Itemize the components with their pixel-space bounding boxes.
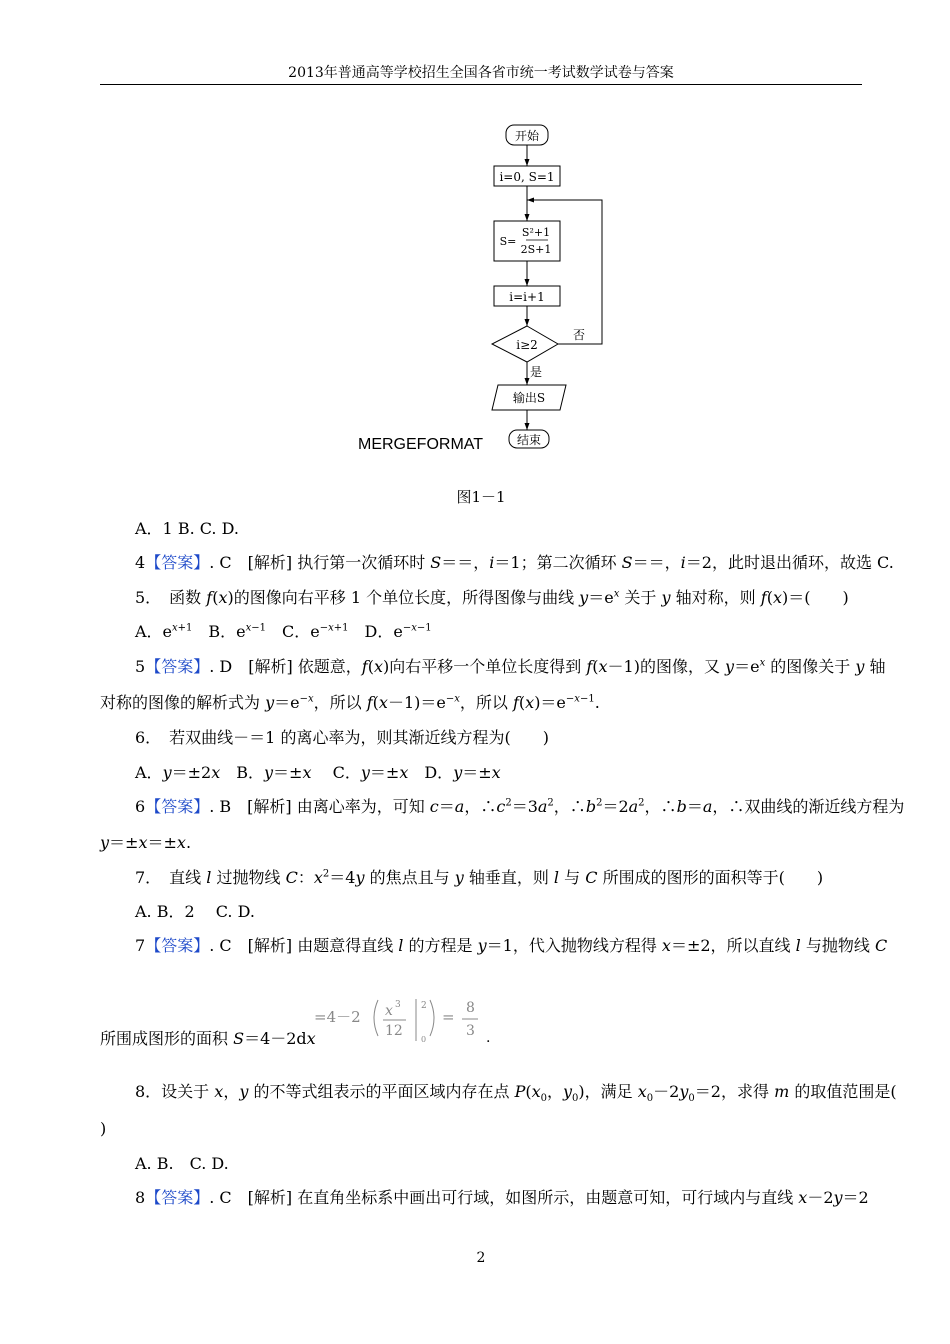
flow-end-label: 结束 [516,433,542,447]
flow-assign-left: S= [499,235,517,248]
svg-text:8: 8 [466,1000,475,1016]
page-number: 2 [476,1250,486,1266]
q3-options: A．1 B. C. D. [135,519,239,538]
q8-question-line1: 8．设关于 x，y 的不等式组表示的平面区域内存在点 $P(x_0$，$y_0$)，满足 $x_0-2y_0=2$，求得 m 的取值范围是( [135,1082,897,1105]
flow-no-label: 否 [572,328,586,342]
q5-answer-line2: 对称的图像的解析式为 $y=e^{-x}$，所以 $f(x-1)=e^{-x}$，所以 $f(x)=e^{-x-1}$. [100,693,600,712]
flow-assign-num: S²+1 [521,226,551,239]
q7-answer-line1: 7【答案】. C [解析] 由题意得直线 l 的方程是 y＝1，代入抛物线方程得 x＝±2，所以直线 l 与抛物线 C [135,936,888,955]
q7-options: A. B．2 C. D. [135,902,255,921]
flow-output-label: 输出S [512,391,546,405]
q6-answer-line1: 6【答案】. B [解析] 由离心率为，可知 c＝a，$\therefore c^2=3a^2$，$\therefore b^2=2a^2$，∴b＝a，∴双曲线的渐近线方程为 [135,797,905,816]
flow-cond-label: i≥2 [516,338,538,352]
svg-text:.: . [486,1030,491,1046]
q6-options: A．y＝±2x B．y＝±x C．y＝±x D．y＝±x [135,763,501,782]
q8-answer: 8【答案】. C [解析] 在直角坐标系中画出可行域，如图所示，由题意可知，可行域内与直线 x－2y＝2 [135,1188,869,1207]
q5-question: 5． 函数 f(x)的图像向右平移 1 个单位长度，所得图像与曲线 $y=e^x$ 关于 y 轴对称，则 f(x)＝( ) [135,588,849,607]
svg-text:0: 0 [421,1035,427,1044]
svg-text:2: 2 [421,1001,427,1011]
flowchart [486,120,616,455]
svg-text:=4－2: =4－2 [314,1008,361,1026]
q6-question: 6． 若双曲线－＝1 的离心率为，则其渐近线方程为( ) [135,728,549,747]
q8-question-line2: ) [100,1119,107,1138]
svg-text:3: 3 [395,1000,401,1010]
flow-yes-label: 是 [529,365,543,379]
svg-text:3: 3 [466,1023,475,1039]
flow-start-label: 开始 [514,129,540,143]
q6-answer-line2: y＝±x＝±x. [100,833,192,852]
q8-options: A. B. C. D. [135,1154,229,1173]
merge-format-text: MERGEFORMAT [358,436,484,453]
svg-text:x: x [385,1003,393,1019]
integral-formula [312,994,502,1050]
q5-answer-line1: 5【答案】. D [解析] 依题意，f(x)向右平移一个单位长度得到 f(x－1)的图像，又 $y=e^x$ 的图像关于 y 轴 [135,657,886,676]
header-rule [100,84,862,85]
flow-init-label: i=0, S=1 [499,170,555,184]
q5-options: A．$e^{x+1}$ B．$e^{x-1}$ C．$e^{-x+1}$ D．$e^{-x-1}$ [135,622,432,641]
flow-increment-label: i=i+1 [509,290,545,304]
flow-assign-den: 2S+1 [520,243,552,256]
page-header: 2013年普通高等学校招生全国各省市统一考试数学试卷与答案 [288,65,674,81]
svg-text:12: 12 [385,1023,403,1039]
figure-caption: 图1－1 [456,488,506,506]
q7-answer-line2: 所围成图形的面积 S＝4－2dx [100,1029,316,1048]
q4-answer: 4【答案】. C [解析] 执行第一次循环时 S＝＝，i＝1；第二次循环 S＝＝，i＝2，此时退出循环，故选 C. [135,553,894,572]
q7-question: 7． 直线 l 过抛物线 C：$x^2=4y$ 的焦点且与 y 轴垂直，则 l 与 C 所围成的图形的面积等于( ) [135,868,824,887]
svg-text:=: = [442,1008,455,1026]
